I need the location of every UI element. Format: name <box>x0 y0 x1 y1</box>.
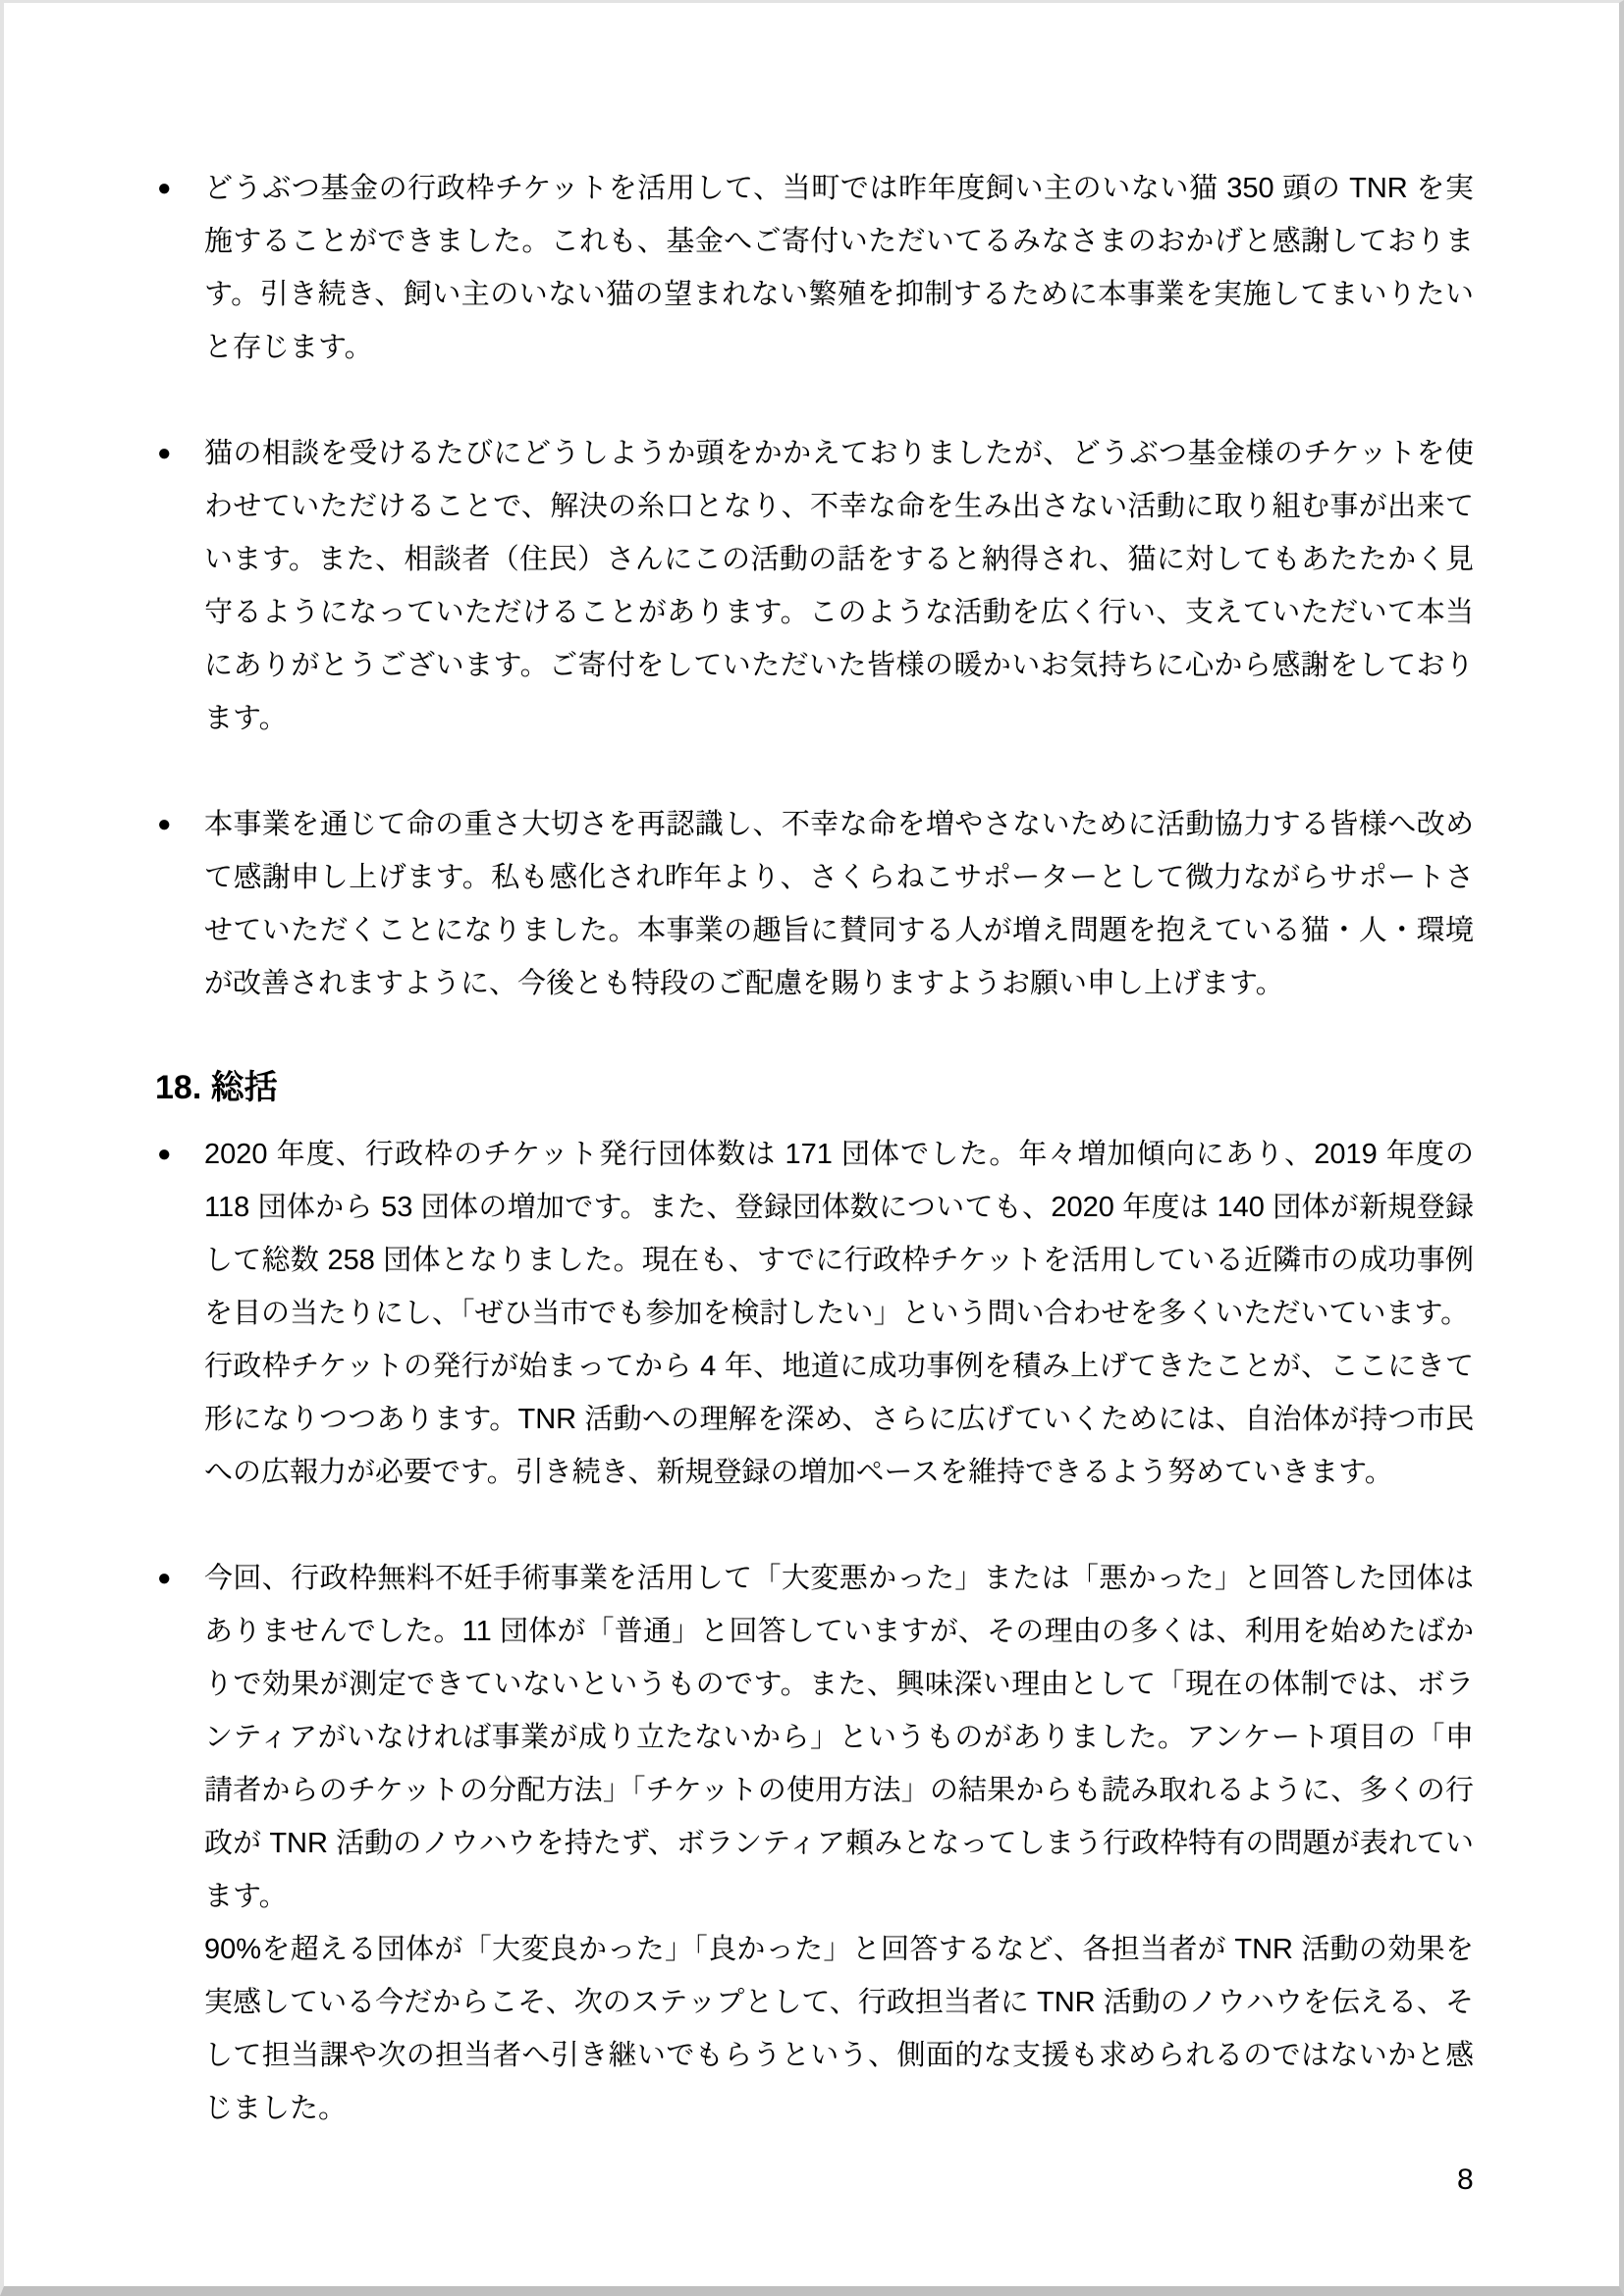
summary-paragraph: 今回、行政枠無料不妊手術事業を活用して「大変悪かった」または「悪かった」と回答した団体はありませんでした。11 団体が「普通」と回答していますが、その理由の多くは、利用を始めたばかりで効果が測定できていないというものです。また、興味深い理由として「現在の体制では、ボランティアがいなければ事業が成り立たないから」というものがありました。アンケート項目の「申請者からのチケットの分配方法」「チケットの使用方法」の結果からも読み取れるように、多くの行政が TNR 活動のノウハウを持たず、ボランティア頼みとなってしまう行政枠特有の問題が表れています。 <box>204 1563 1474 1912</box>
testimonial-text: 本事業を通じて命の重さ大切さを再認識し、不幸な命を増やさないために活動協力する皆様へ改めて感謝申し上げます。私も感化され昨年より、さくらねこサポーターとして微力ながらサポートさせていただくことになりました。本事業の趣旨に賛同する人が増え問題を抱えている猫・人・環境が改善されますように、今後とも特段のご配慮を賜りますようお願い申し上げます。 <box>204 809 1474 999</box>
bullet-icon: ● <box>157 175 172 201</box>
bullet-icon: ● <box>157 1141 172 1167</box>
section-heading: 18. 総括 <box>155 1069 278 1106</box>
bullet-icon: ● <box>157 811 172 837</box>
list-item <box>155 427 1474 745</box>
list-item <box>155 1552 1474 2135</box>
testimonial-text: どうぶつ基金の行政枠チケットを活用して、当町では昨年度飼い主のいない猫 350 頭の TNR を実施することができました。これも、基金へご寄付いただいてるみなさまのおかげと感謝しております。引き続き、飼い主のいない猫の望まれない繁殖を抑制するために本事業を実施してまいりたいと存じます。 <box>204 173 1474 363</box>
summary-paragraph: 2020 年度、行政枠のチケット発行団体数は 171 団体でした。年々増加傾向にあり、2019 年度の 118 団体から 53 団体の増加です。また、登録団体数についても、2020 年度は 140 団体が新規登録して総数 258 団体となりました。現在も、すでに行政枠チケットを活用している近隣市の成功事例を目の当たりにし、「ぜひ当市でも参加を検討したい」という問い合わせを多くいただいています。 <box>204 1139 1474 1329</box>
summary-paragraph: 行政枠チケットの発行が始まってから 4 年、地道に成功事例を積み上げてきたことが、ここにきて形になりつつあります。TNR 活動への理解を深め、さらに広げていくためには、自治体が持つ市民への広報力が必要です。引き続き、新規登録の増加ペースを維持できるよう努めていきます。 <box>204 1351 1474 1488</box>
list-item <box>155 798 1474 1010</box>
bullet-icon: ● <box>157 440 172 466</box>
page-number: 8 <box>1457 2163 1474 2196</box>
testimonial-text: 猫の相談を受けるたびにどうしようか頭をかかえておりましたが、どうぶつ基金様のチケットを使わせていただけることで、解決の糸口となり、不幸な命を生み出さない活動に取り組む事が出来ています。また、相談者（住民）さんにこの活動の話をすると納得され、猫に対してもあたたかく見守るようになっていただけることがあります。このような活動を広く行い、支えていただいて本当にありがとうございます。ご寄付をしていただいた皆様の暖かいお気持ちに心から感謝をしております。 <box>204 438 1475 734</box>
bullet-icon: ● <box>157 1565 172 1591</box>
summary-paragraph: 90%を超える団体が「大変良かった」「良かった」と回答するなど、各担当者が TNR 活動の効果を実感している今だからこそ、次のステップとして、行政担当者に TNR 活動のノウハウを伝える、そして担当課や次の担当者へ引き継いでもらうという、側面的な支援も求められるのではないかと感じました。 <box>204 1934 1474 2124</box>
list-item <box>155 162 1474 374</box>
list-item <box>155 1128 1474 1499</box>
page-content <box>155 3 1474 2188</box>
